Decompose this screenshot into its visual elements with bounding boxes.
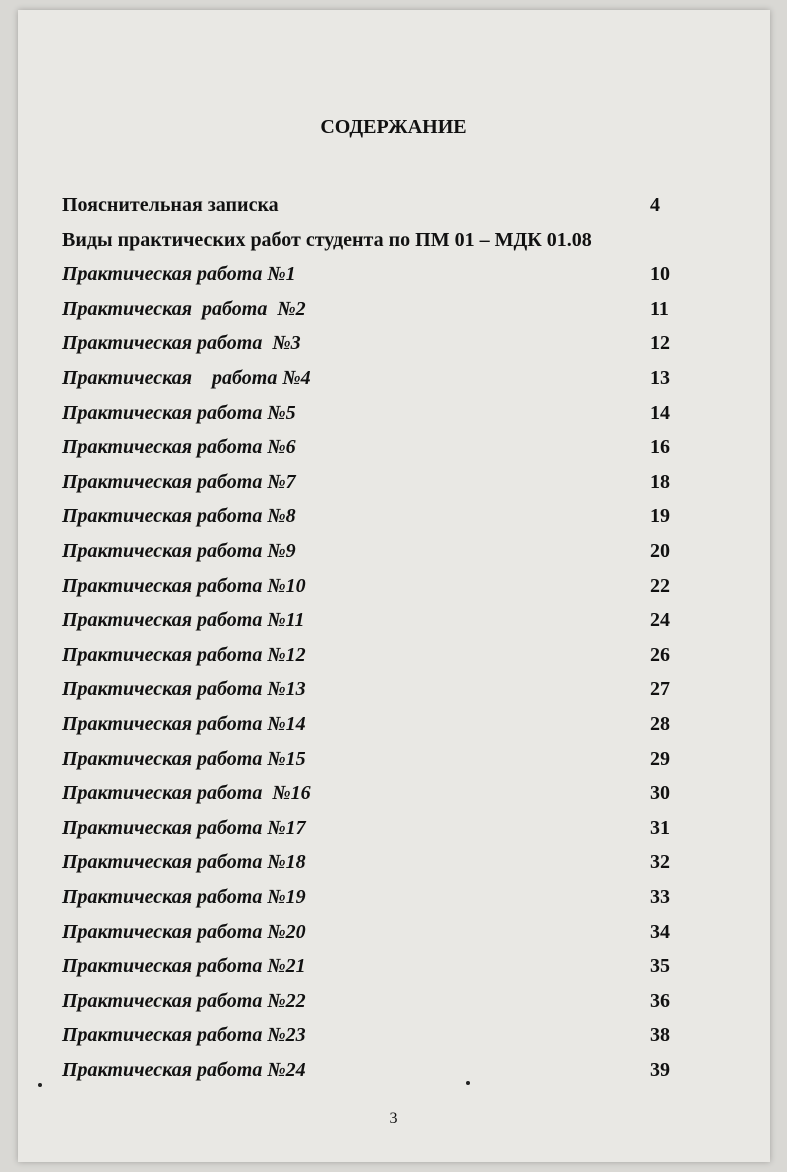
toc-entry: [62, 817, 674, 845]
scan-speck: [38, 1083, 42, 1087]
toc-entry-label: Практическая работа №24: [62, 1059, 306, 1081]
toc-entry: [62, 229, 674, 257]
toc-entry-label: Практическая работа №11: [62, 609, 305, 631]
toc-entry-label: Практическая работа №15: [62, 748, 306, 770]
toc-entry-label: Практическая работа №21: [62, 955, 306, 977]
toc-entry: [62, 540, 674, 568]
toc-entry-page: 20: [650, 540, 670, 562]
toc-entry: [62, 194, 674, 222]
toc-entry: [62, 609, 674, 637]
toc-entry: [62, 1024, 674, 1052]
toc-entry-page: 12: [650, 332, 670, 354]
toc-entry: [62, 505, 674, 533]
toc-entry-label: Практическая работа №17: [62, 817, 306, 839]
toc-entry-label: Практическая работа №3: [62, 332, 301, 354]
toc-entry: [62, 471, 674, 499]
toc-entry: [62, 748, 674, 776]
toc-entry-page: 34: [650, 921, 670, 943]
toc-entry-label: Практическая работа №6: [62, 436, 296, 458]
toc-entry-page: 22: [650, 575, 670, 597]
toc-entry: [62, 332, 674, 360]
toc-entry-label: Практическая работа №23: [62, 1024, 306, 1046]
toc-entry: [62, 402, 674, 430]
toc-entry-page: 31: [650, 817, 670, 839]
toc-entry-label: Практическая работа №10: [62, 575, 306, 597]
toc-entry: [62, 298, 674, 326]
toc-entry: [62, 678, 674, 706]
toc-entry: [62, 1059, 674, 1087]
toc-entry-label: Практическая работа №8: [62, 505, 296, 527]
toc-entry: [62, 955, 674, 983]
toc-entry: [62, 436, 674, 464]
toc-entry-label: Практическая работа №20: [62, 921, 306, 943]
toc-entry: [62, 990, 674, 1018]
toc-entry-label: Практическая работа №4: [62, 367, 311, 389]
toc-entry-label: Пояснительная записка: [62, 194, 279, 216]
toc-entry-label: Практическая работа №9: [62, 540, 296, 562]
page-number: 3: [389, 1110, 398, 1127]
toc-entry-page: 35: [650, 955, 670, 977]
toc-entry-page: 10: [650, 263, 670, 285]
toc-entry-page: 4: [650, 194, 660, 216]
toc-entry-label: Практическая работа №1: [62, 263, 296, 285]
toc-entry: [62, 575, 674, 603]
page-title: СОДЕРЖАНИЕ: [320, 116, 467, 138]
toc-entry: [62, 713, 674, 741]
toc-entry-label: Виды практических работ студента по ПМ 01 – МДК 01.08: [62, 229, 592, 251]
toc-entry-page: 33: [650, 886, 670, 908]
toc-entry: [62, 367, 674, 395]
toc-entry-label: Практическая работа №16: [62, 782, 311, 804]
toc-entry: [62, 644, 674, 672]
toc-entry-label: Практическая работа №18: [62, 851, 306, 873]
toc-entry-page: 24: [650, 609, 670, 631]
toc-entry: [62, 782, 674, 810]
toc-entry-label: Практическая работа №22: [62, 990, 306, 1012]
toc-entry: [62, 851, 674, 879]
toc-entry-page: 16: [650, 436, 670, 458]
toc-entry-label: Практическая работа №14: [62, 713, 306, 735]
toc-entry-page: 13: [650, 367, 670, 389]
toc-entry-page: 30: [650, 782, 670, 804]
toc-entry-label: Практическая работа №13: [62, 678, 306, 700]
toc-entry: [62, 886, 674, 914]
toc-entry-page: 18: [650, 471, 670, 493]
toc-entry-page: 28: [650, 713, 670, 735]
toc-entry-page: 19: [650, 505, 670, 527]
toc-entry-page: 36: [650, 990, 670, 1012]
toc-entry-label: Практическая работа №19: [62, 886, 306, 908]
toc-entry-page: 38: [650, 1024, 670, 1046]
toc-entry-page: 11: [650, 298, 669, 320]
toc-entry-page: 26: [650, 644, 670, 666]
toc-entry-page: 27: [650, 678, 670, 700]
toc-entry-label: Практическая работа №5: [62, 402, 296, 424]
toc-entry-page: 32: [650, 851, 670, 873]
toc-entry: [62, 921, 674, 949]
toc-entry-label: Практическая работа №2: [62, 298, 306, 320]
toc-entry-label: Практическая работа №12: [62, 644, 306, 666]
toc-entry: [62, 263, 674, 291]
toc-entry-page: 14: [650, 402, 670, 424]
scan-speck: [466, 1081, 470, 1085]
toc-entry-page: 29: [650, 748, 670, 770]
toc-entry-page: 39: [650, 1059, 670, 1081]
toc-entry-label: Практическая работа №7: [62, 471, 296, 493]
